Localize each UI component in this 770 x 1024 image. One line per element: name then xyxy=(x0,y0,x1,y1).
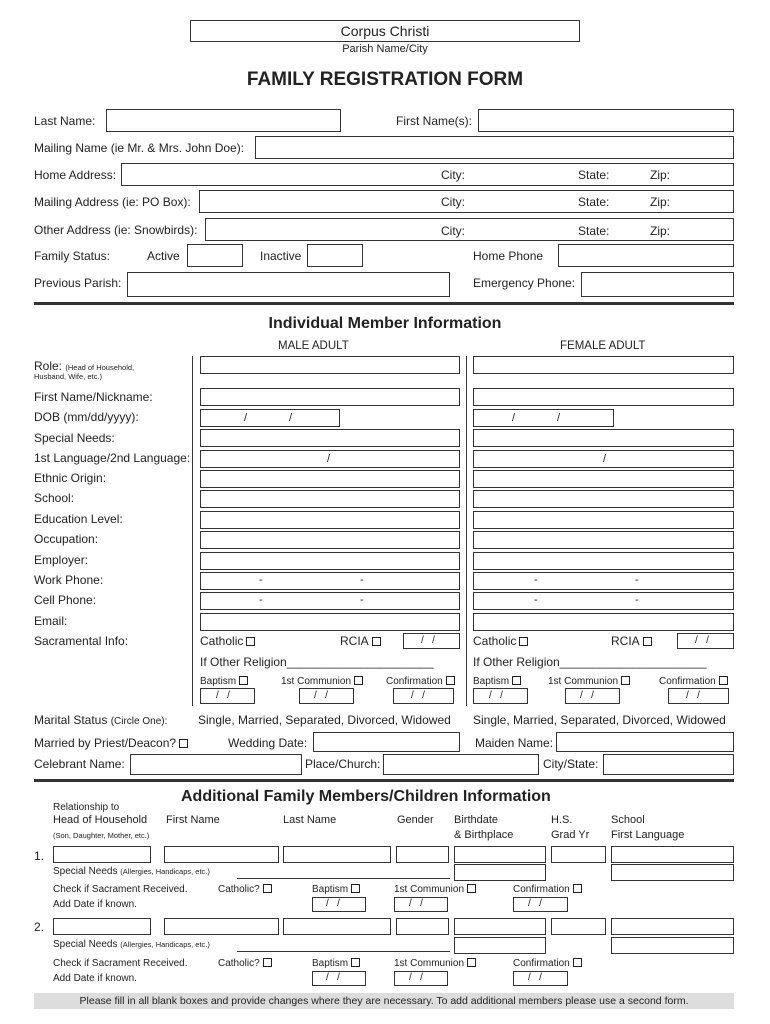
field-label: Special Needs: xyxy=(34,431,115,445)
role-hint: Husband, Wife, etc.) xyxy=(34,372,102,381)
form-title: FAMILY REGISTRATION FORM xyxy=(246,69,524,90)
male-school-input[interactable] xyxy=(200,490,460,508)
city-label: City: xyxy=(441,195,465,209)
male-special-needs-input[interactable] xyxy=(200,429,460,447)
individual-heading: Individual Member Information xyxy=(268,315,502,332)
other-address-label: Other Address (ie: Snowbirds): xyxy=(34,223,198,237)
active-label: Active xyxy=(147,249,180,263)
wedding-date-input[interactable] xyxy=(313,732,460,752)
last-name-input[interactable] xyxy=(283,918,391,935)
female-ethnic-origin-input[interactable] xyxy=(473,470,734,488)
parish-caption: Parish Name/City xyxy=(342,43,428,55)
zip-label: Zip: xyxy=(650,168,671,182)
celebrant-label: Celebrant Name: xyxy=(34,757,125,771)
col-relationship: Relationship to xyxy=(53,802,120,813)
married-by-checkbox[interactable]: Married by Priest/Deacon? xyxy=(34,737,188,749)
male-role-input[interactable] xyxy=(200,356,460,374)
special-needs-label: Special Needs (Allergies, Handicaps, etc.) xyxy=(53,866,210,877)
school-input[interactable] xyxy=(611,846,734,863)
male-ethnic-origin-input[interactable] xyxy=(200,470,460,488)
confirmation-checkbox[interactable]: Confirmation xyxy=(513,884,582,895)
col-last-name: Last Name xyxy=(283,814,337,826)
last-name-input[interactable] xyxy=(106,109,341,132)
add-date-label: Add Date if known. xyxy=(53,973,137,984)
city-label: City: xyxy=(441,168,465,182)
first-names-input[interactable] xyxy=(478,109,734,132)
female-special-needs-input[interactable] xyxy=(473,429,734,447)
female-confirmation-checkbox[interactable]: Confirmation xyxy=(659,676,728,687)
field-label: First Name/Nickname: xyxy=(34,390,153,404)
state-label: State: xyxy=(578,195,610,209)
active-input[interactable] xyxy=(187,244,243,267)
confirmation-checkbox[interactable]: Confirmation xyxy=(513,958,582,969)
inactive-input[interactable] xyxy=(307,244,363,267)
female-catholic-checkbox[interactable]: Catholic xyxy=(473,635,528,647)
female-baptism-checkbox[interactable]: Baptism xyxy=(473,676,521,687)
male-other-religion: If Other Religion______________________ xyxy=(200,655,434,669)
school-input[interactable] xyxy=(611,918,734,935)
field-label: Occupation: xyxy=(34,532,99,546)
city-state-input[interactable] xyxy=(603,754,734,775)
col-head: Head of Household xyxy=(53,814,148,826)
first-name-input[interactable] xyxy=(164,918,279,935)
birthplace-input[interactable] xyxy=(454,864,546,881)
field-label: DOB (mm/dd/yyyy): xyxy=(34,410,139,424)
col-school: School xyxy=(611,814,645,826)
birthdate-input[interactable] xyxy=(454,846,546,863)
field-label: Employer: xyxy=(34,553,89,567)
last-name-input[interactable] xyxy=(283,846,391,863)
female-first-communion-checkbox[interactable]: 1st Communion xyxy=(548,676,630,687)
field-label: Education Level: xyxy=(34,512,123,526)
special-needs-label: Special Needs (Allergies, Handicaps, etc.) xyxy=(53,939,210,950)
relationship-input[interactable] xyxy=(53,846,151,863)
female-other-religion: If Other Religion______________________ xyxy=(473,655,707,669)
female-work-phone-input[interactable] xyxy=(473,572,734,590)
relationship-input[interactable] xyxy=(53,918,151,935)
grad-year-input[interactable] xyxy=(551,918,606,935)
male-rcia-checkbox[interactable]: RCIA xyxy=(340,635,381,647)
place-church-label: Place/Church: xyxy=(305,757,381,771)
female-employer-input[interactable] xyxy=(473,552,734,570)
mailing-name-input[interactable] xyxy=(255,136,734,159)
row-number: 1. xyxy=(34,849,45,863)
male-education-input[interactable] xyxy=(200,511,460,529)
field-label: Sacramental Info: xyxy=(34,634,129,648)
maiden-name-label: Maiden Name: xyxy=(475,736,554,750)
language-input[interactable] xyxy=(611,864,734,881)
col-first-name: First Name xyxy=(166,814,220,826)
home-address-label: Home Address: xyxy=(34,168,117,182)
female-school-input[interactable] xyxy=(473,490,734,508)
col-gender: Gender xyxy=(397,814,434,826)
emergency-phone-input[interactable] xyxy=(581,272,734,297)
male-first-communion-checkbox[interactable]: 1st Communion xyxy=(281,676,363,687)
section-divider xyxy=(34,302,734,305)
parish-name: Corpus Christi xyxy=(340,23,430,39)
field-label: Cell Phone: xyxy=(34,593,97,607)
male-marital-options[interactable]: Single, Married, Separated, Divorced, Widowed xyxy=(198,713,451,727)
col-first-language: First Language xyxy=(611,829,685,841)
female-first-name-input[interactable] xyxy=(473,388,734,406)
inactive-label: Inactive xyxy=(260,249,302,263)
first-name-input[interactable] xyxy=(164,846,279,863)
zip-label: Zip: xyxy=(650,195,671,209)
birthplace-input[interactable] xyxy=(454,937,546,954)
field-label: School: xyxy=(34,491,75,505)
col-grad-yr: Grad Yr xyxy=(551,829,590,841)
female-email-input[interactable] xyxy=(473,613,734,631)
city-label: City: xyxy=(441,224,465,238)
row-number: 2. xyxy=(34,920,45,934)
field-label: Work Phone: xyxy=(34,573,104,587)
special-needs-line[interactable] xyxy=(237,951,450,952)
mailing-name-label: Mailing Name (ie Mr. & Mrs. John Doe): xyxy=(34,141,245,155)
female-education-input[interactable] xyxy=(473,511,734,529)
zip-label: Zip: xyxy=(650,224,671,238)
female-adult-heading: FEMALE ADULT xyxy=(560,340,646,352)
male-confirmation-checkbox[interactable]: Confirmation xyxy=(386,676,455,687)
field-label: Email: xyxy=(34,614,68,628)
catholic-checkbox[interactable]: Catholic? xyxy=(218,884,272,895)
wedding-date-label: Wedding Date: xyxy=(228,736,308,750)
female-cell-phone-input[interactable] xyxy=(473,592,734,610)
first-names-label: First Name(s): xyxy=(396,114,472,128)
language-input[interactable] xyxy=(611,937,734,954)
previous-parish-label: Previous Parish: xyxy=(34,276,122,290)
place-church-input[interactable] xyxy=(383,754,539,775)
family-status-label: Family Status: xyxy=(34,249,111,263)
state-label: State: xyxy=(578,224,610,238)
previous-parish-input[interactable] xyxy=(127,272,450,297)
city-state-label: City/State: xyxy=(543,757,599,771)
field-label: 1st Language/2nd Language: xyxy=(34,451,191,465)
celebrant-input[interactable] xyxy=(130,754,302,775)
baptism-checkbox[interactable]: Baptism xyxy=(312,958,360,969)
marital-status-label: Marital Status (Circle One): xyxy=(34,713,168,727)
footer-note: Please fill in all blank boxes and provide changes where they are necessary. To add additional members please use a second form. xyxy=(34,993,734,1009)
emergency-phone-label: Emergency Phone: xyxy=(473,276,576,290)
male-adult-heading: MALE ADULT xyxy=(278,340,349,352)
male-email-input[interactable] xyxy=(200,613,460,631)
baptism-checkbox[interactable]: Baptism xyxy=(312,884,360,895)
birthdate-input[interactable] xyxy=(454,918,546,935)
female-dob-input[interactable] xyxy=(473,409,614,427)
female-marital-options[interactable]: Single, Married, Separated, Divorced, Widowed xyxy=(473,713,726,727)
column-divider xyxy=(192,356,193,706)
check-sacrament-label: Check if Sacrament Received. xyxy=(53,884,188,895)
male-baptism-checkbox[interactable]: Baptism xyxy=(200,676,248,687)
first-communion-checkbox[interactable]: 1st Communion xyxy=(394,958,476,969)
field-label: Ethnic Origin: xyxy=(34,471,107,485)
first-communion-checkbox[interactable]: 1st Communion xyxy=(394,884,476,895)
special-needs-line[interactable] xyxy=(237,878,450,879)
last-name-label: Last Name: xyxy=(34,114,96,128)
state-label: State: xyxy=(578,168,610,182)
home-phone-label: Home Phone xyxy=(473,249,544,263)
mailing-address-label: Mailing Address (ie: PO Box): xyxy=(34,195,191,209)
gender-input[interactable] xyxy=(396,846,449,863)
gender-input[interactable] xyxy=(396,918,449,935)
male-occupation-input[interactable] xyxy=(200,531,460,549)
role-label: Role: (Head of Household, xyxy=(34,359,135,373)
home-phone-input[interactable] xyxy=(558,244,734,267)
additional-heading: Additional Family Members/Children Information xyxy=(181,788,551,805)
catholic-checkbox[interactable]: Catholic? xyxy=(218,958,272,969)
male-dob-input[interactable] xyxy=(200,409,340,427)
male-first-name-input[interactable] xyxy=(200,388,460,406)
column-divider xyxy=(466,356,467,706)
col-birthplace: & Birthplace xyxy=(454,829,514,841)
maiden-name-input[interactable] xyxy=(556,732,734,752)
check-sacrament-label: Check if Sacrament Received. xyxy=(53,958,188,969)
col-hs: H.S. xyxy=(551,814,573,826)
section-divider xyxy=(34,779,734,782)
male-cell-phone-input[interactable] xyxy=(200,592,460,610)
male-work-phone-input[interactable] xyxy=(200,572,460,590)
female-occupation-input[interactable] xyxy=(473,531,734,549)
col-birthdate: Birthdate xyxy=(454,814,499,826)
male-catholic-checkbox[interactable]: Catholic xyxy=(200,635,255,647)
male-employer-input[interactable] xyxy=(200,552,460,570)
female-role-input[interactable] xyxy=(473,356,734,374)
col-rel-hint: (Son, Daughter, Mother, etc.) xyxy=(53,831,150,840)
home-address-input[interactable] xyxy=(121,163,734,186)
female-rcia-checkbox[interactable]: RCIA xyxy=(611,635,652,647)
grad-year-input[interactable] xyxy=(551,846,606,863)
add-date-label: Add Date if known. xyxy=(53,899,137,910)
